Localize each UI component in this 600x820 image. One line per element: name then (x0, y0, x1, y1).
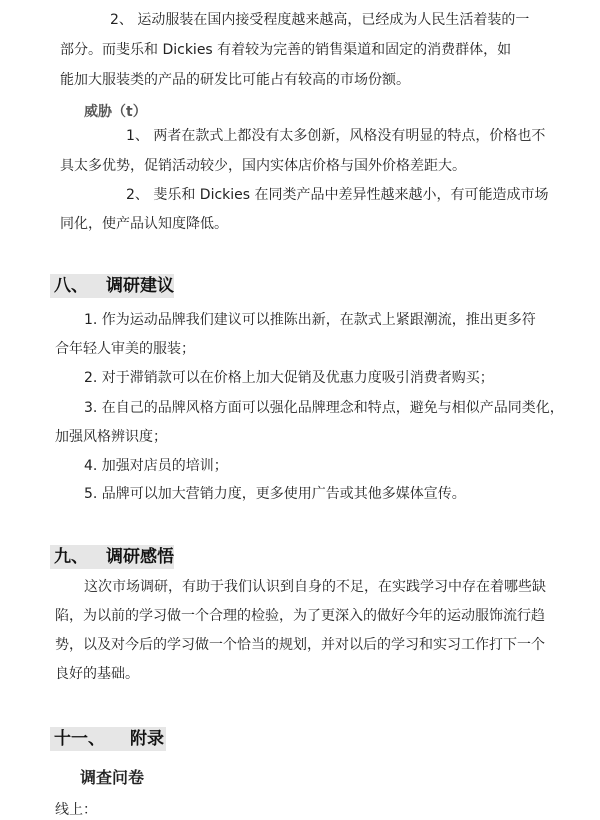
suggestion-3-line-1: 3. 在自己的品牌风格方面可以强化品牌理念和特点，避免与相似产品同类化， (84, 400, 564, 416)
strength-item-2-line-1: 2、 运动服装在国内接受程度越来越高，已经成为人民生活着装的一 (110, 12, 530, 28)
threat-item-2-line-2: 同化，使产品认知度降低。 (60, 216, 228, 232)
reflection-line-3: 势，以及对今后的学习做一个恰当的规划，并对以后的学习和实习工作打下一个 (55, 637, 545, 653)
section-9-number: 九、 (54, 547, 88, 567)
strength-item-2-line-3: 能加大服装类的产品的研发比可能占有较高的市场份额。 (60, 72, 410, 88)
strength-item-2-line-2: 部分。而斐乐和 Dickies 有着较为完善的销售渠道和固定的消费群体，如 (60, 42, 512, 58)
section-11-title: 附录 (130, 729, 164, 749)
reflection-line-2: 陷，为以前的学习做一个合理的检验，为了更深入的做好今年的运动服饰流行趋 (55, 608, 545, 624)
suggestion-4: 4. 加强对店员的培训； (84, 458, 228, 474)
threats-title: 威胁（t） (84, 104, 147, 120)
questionnaire-title: 调查问卷 (80, 768, 145, 787)
threat-item-1-line-1: 1、 两者在款式上都没有太多创新，风格没有明显的特点，价格也不 (126, 128, 546, 144)
section-heading-8 (50, 274, 174, 298)
reflection-line-4: 良好的基础。 (55, 666, 139, 682)
threat-item-1-line-2: 具太多优势，促销活动较少，国内实体店价格与国外价格差距大。 (60, 158, 466, 174)
section-heading-11 (50, 727, 166, 751)
section-8-number: 八、 (54, 276, 88, 296)
section-8-title: 调研建议 (106, 276, 174, 296)
section-11-number: 十一、 (54, 729, 105, 749)
online-label: 线上： (55, 802, 97, 818)
threat-item-2-line-1: 2、 斐乐和 Dickies 在同类产品中差异性越来越小，有可能造成市场 (126, 187, 549, 203)
section-heading-9 (50, 545, 174, 569)
suggestion-3-line-2: 加强风格辨识度； (55, 429, 167, 445)
suggestion-2: 2. 对于滞销款可以在价格上加大促销及优惠力度吸引消费者购买； (84, 370, 494, 386)
suggestion-1-line-1: 1. 作为运动品牌我们建议可以推陈出新，在款式上紧跟潮流，推出更多符 (84, 312, 536, 328)
reflection-line-1: 这次市场调研，有助于我们认识到自身的不足，在实践学习中存在着哪些缺 (84, 579, 546, 595)
section-9-title: 调研感悟 (106, 547, 174, 567)
suggestion-1-line-2: 合年轻人审美的服装； (55, 341, 195, 357)
suggestion-5: 5. 品牌可以加大营销力度，更多使用广告或其他多媒体宣传。 (84, 486, 466, 502)
